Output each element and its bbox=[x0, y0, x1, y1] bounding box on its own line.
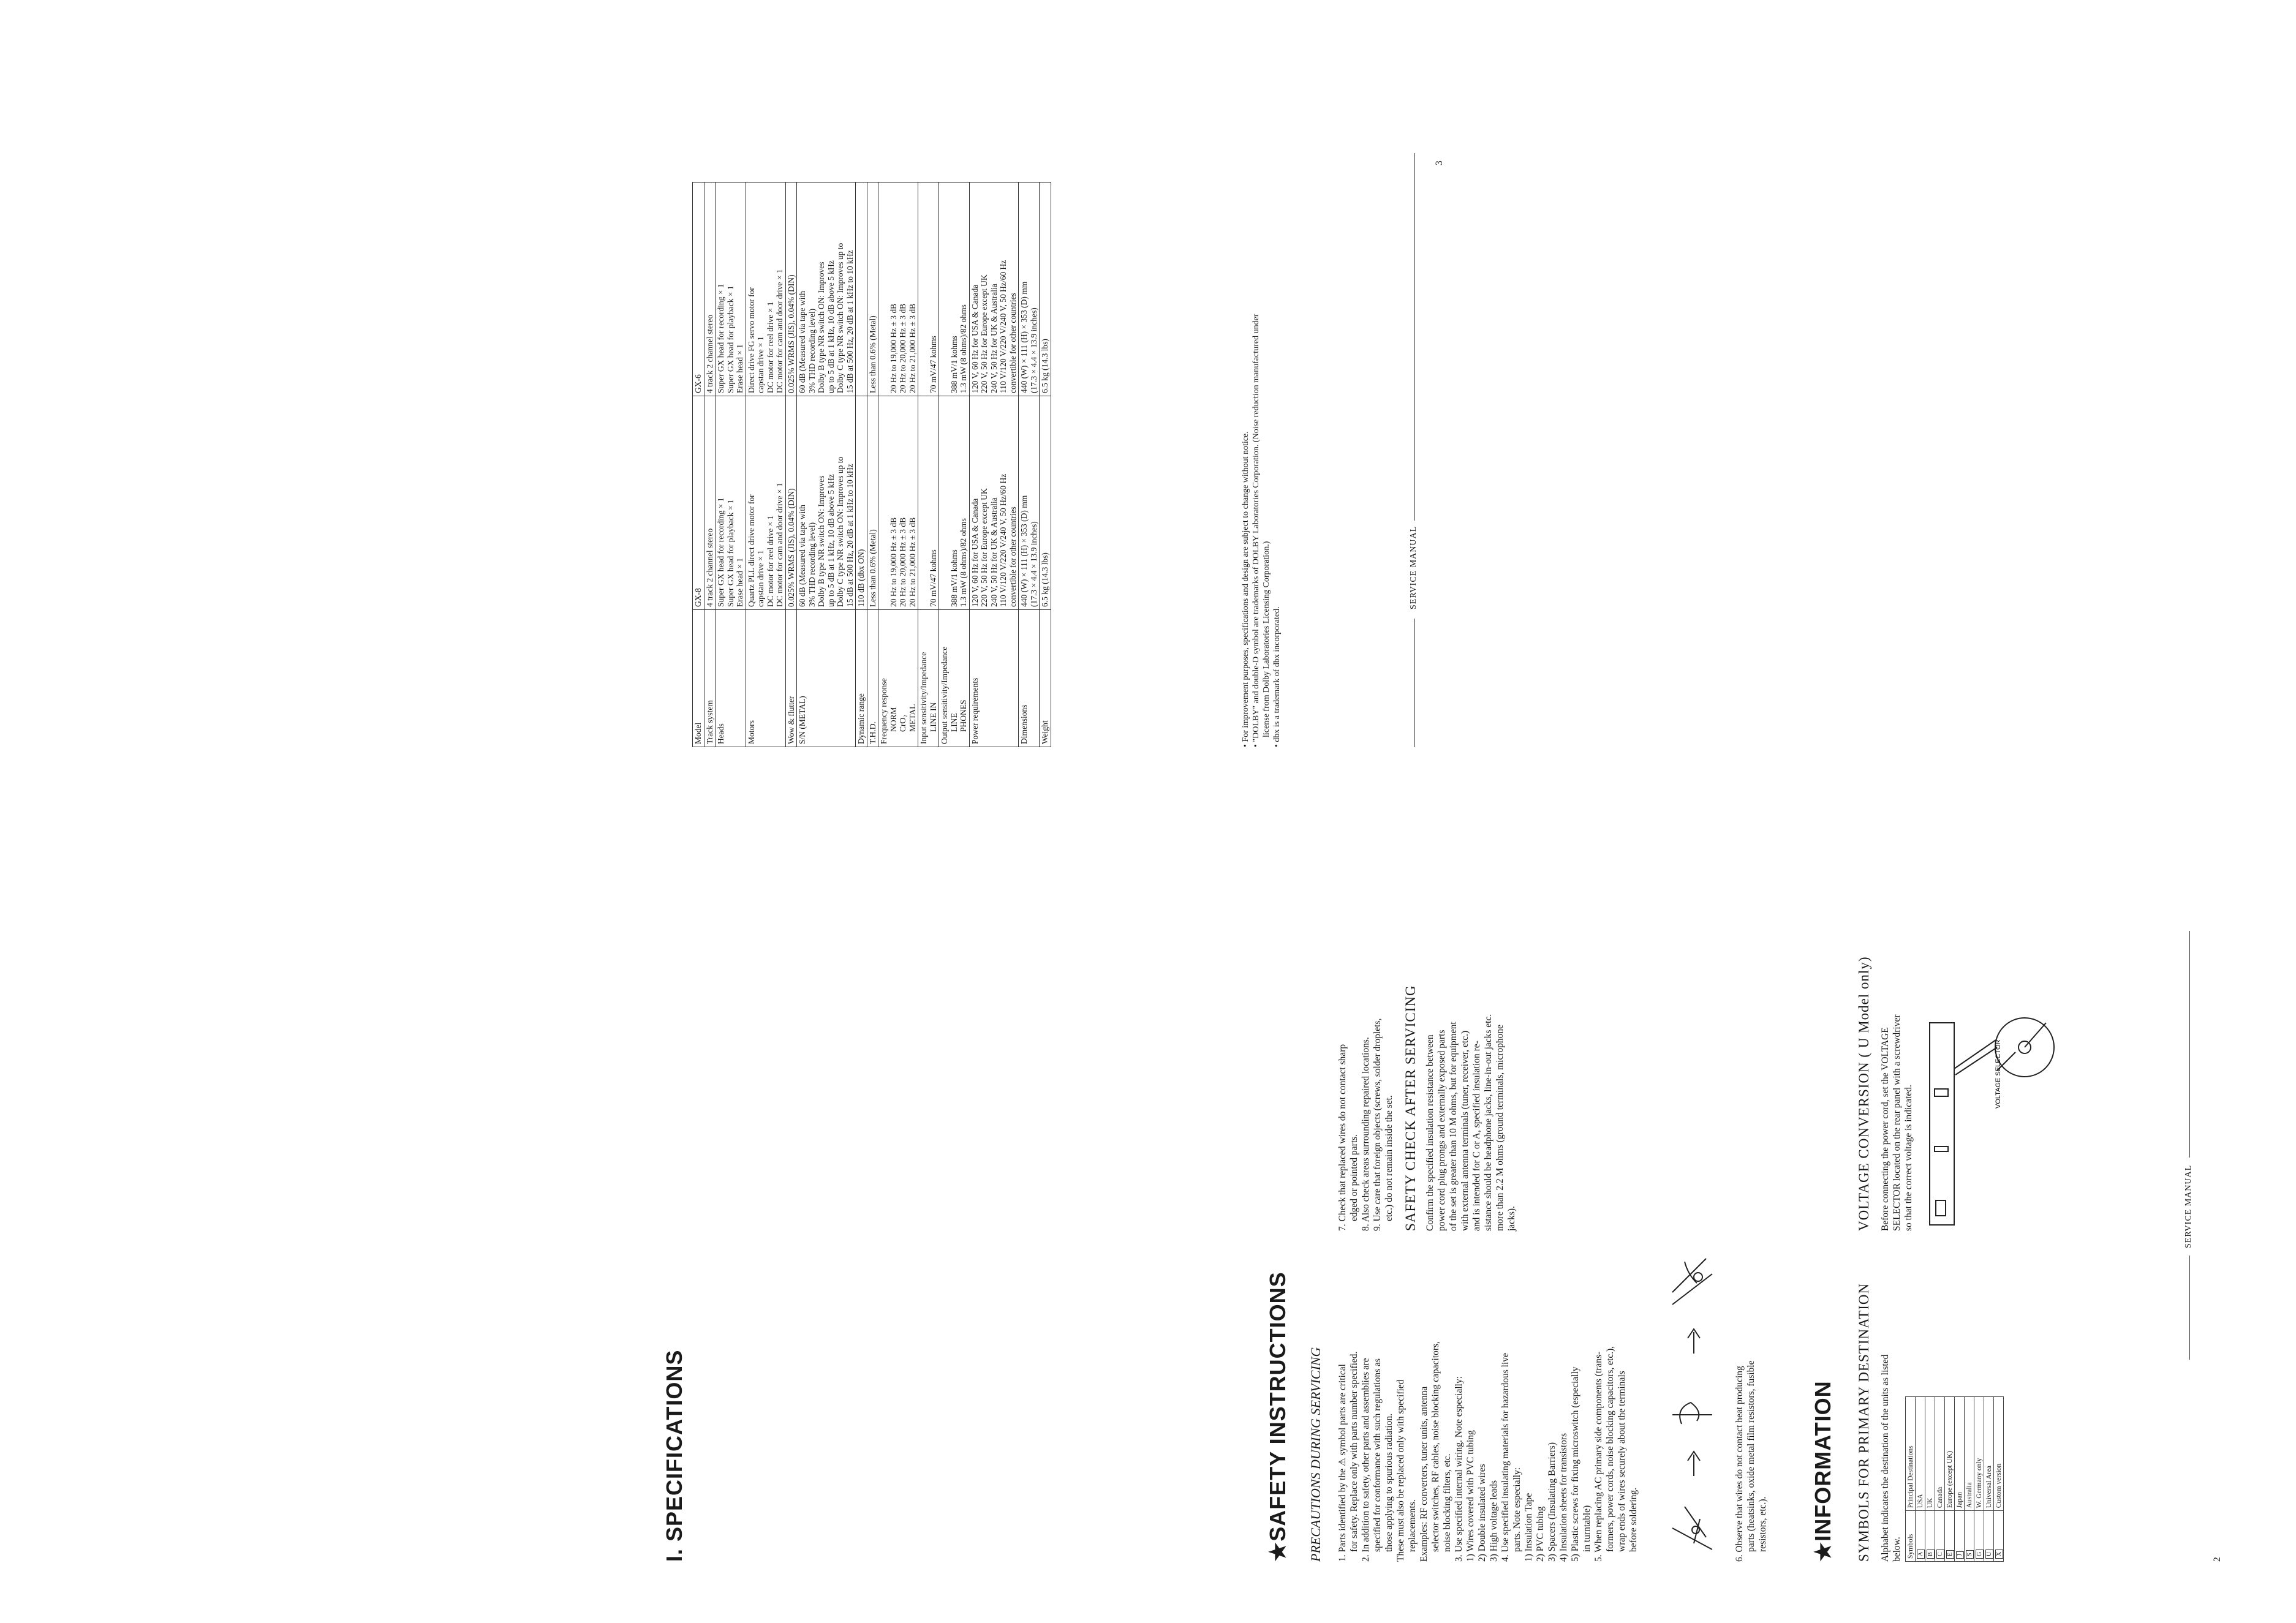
spec-cell-line: 440 (W) × 111 (H) × 353 (D) mm bbox=[1019, 281, 1029, 393]
precaution-6 bbox=[1734, 1243, 1769, 1562]
spec-cell-line: Dimensions bbox=[1019, 704, 1029, 744]
text-line: 4. Use specified insulating materials for hazardous live bbox=[1500, 1353, 1511, 1562]
text-line: so that the correct voltage is indicated. bbox=[1903, 1085, 1914, 1231]
specifications-table bbox=[692, 182, 1051, 747]
spec-cell-line: up to 5 dB at 1 kHz, 10 dB above 5 kHz bbox=[826, 474, 836, 607]
spec-cell-line: 60 dB (Measured via tape with bbox=[798, 291, 807, 393]
spec-cell-label bbox=[856, 610, 867, 747]
safety-check-heading: SAFETY CHECK AFTER SERVICING bbox=[1403, 985, 1418, 1231]
table-row bbox=[797, 183, 856, 747]
symbol-badge: C bbox=[1936, 1550, 1944, 1559]
spec-cell-line: 388 mV/1 kohms bbox=[949, 549, 959, 607]
table-row bbox=[1984, 1397, 1994, 1562]
spec-cell-line: Less than 0.6% (Metal) bbox=[867, 529, 877, 607]
precautions-column-2 bbox=[1337, 900, 1395, 1231]
text-line: SELECTOR located on the rear panel with a screwdriver bbox=[1892, 1014, 1902, 1231]
spec-cell-gx6 bbox=[716, 183, 746, 396]
table-row bbox=[1994, 1397, 2004, 1562]
right-footer: SERVICE MANUAL bbox=[1409, 525, 1418, 609]
precautions-list bbox=[1337, 1243, 1639, 1562]
spec-cell-label bbox=[867, 610, 878, 747]
symbols-header-cell: Symbols bbox=[1906, 1511, 1916, 1562]
spec-cell-line: Output sensitivity/Impedance bbox=[940, 646, 949, 744]
symbols-heading: SYMBOLS FOR PRIMARY DESTINATION bbox=[1856, 1282, 1871, 1562]
spec-cell-line: Wow & flutter bbox=[786, 696, 796, 744]
text-line: • For improvement purposes, specifications and design are subject to change without notice. bbox=[1241, 431, 1250, 747]
table-row bbox=[1040, 183, 1051, 747]
spec-cell-line bbox=[879, 399, 889, 607]
spec-cell-line: Erase head × 1 bbox=[735, 344, 744, 393]
text-line: and is intended for C or A, specified insulation re- bbox=[1471, 1041, 1482, 1231]
text-line: resistors, etc.). bbox=[1758, 1496, 1768, 1552]
spec-cell-label bbox=[785, 610, 797, 747]
spec-cell-label bbox=[878, 610, 918, 747]
table-row bbox=[878, 183, 918, 747]
table-row bbox=[867, 183, 878, 747]
symbol-badge: U bbox=[1985, 1550, 1993, 1559]
text-line: power cord plug prongs and externally exposed parts bbox=[1437, 1030, 1447, 1231]
spec-cell-line bbox=[940, 185, 950, 393]
spec-cell-line: Dolby C type NR switch ON: Improves up to bbox=[836, 456, 845, 607]
spec-cell-line: 20 Hz to 21,000 Hz ± 3 dB bbox=[907, 517, 917, 607]
right-footer-rule-right bbox=[1414, 153, 1415, 521]
spec-cell-line: 4 track 2 channel stereo bbox=[704, 528, 714, 607]
spec-cell-line: convertible for other countries bbox=[1008, 506, 1018, 607]
destination-cell: Universal Area bbox=[1984, 1397, 1994, 1511]
spec-cell-line bbox=[856, 185, 866, 393]
table-row bbox=[1965, 1397, 1974, 1562]
information-title: ★INFORMATION bbox=[1810, 1380, 1835, 1562]
table-row bbox=[969, 183, 1019, 747]
spec-cell-line: 20 Hz to 21,000 Hz ± 3 dB bbox=[907, 303, 917, 393]
symbol-badge: S bbox=[1966, 1550, 1974, 1559]
destination-cell: Australia bbox=[1965, 1397, 1974, 1511]
text-line: 1) Wires covered with PVC tubing bbox=[1465, 1430, 1476, 1562]
spec-cell-line: 110 V/120 V/220 V/240 V, 50 Hz/60 Hz bbox=[999, 473, 1008, 607]
spec-cell-label bbox=[939, 610, 970, 747]
table-row bbox=[918, 183, 939, 747]
spec-cell-label bbox=[746, 610, 785, 747]
spec-cell-line: 6.5 kg (14.3 lbs) bbox=[1040, 552, 1049, 607]
spec-cell-line: up to 5 dB at 1 kHz, 10 dB above 5 kHz bbox=[826, 260, 836, 393]
voltage-selector-figure bbox=[1917, 1011, 2077, 1231]
spec-cell-gx8 bbox=[797, 396, 856, 610]
text-line: 2) PVC tubing bbox=[1535, 1506, 1546, 1562]
spec-cell-label bbox=[918, 610, 939, 747]
table-row bbox=[1945, 1397, 1955, 1562]
text-line: 6. Observe that wires do not contact heat producing bbox=[1734, 1366, 1745, 1562]
text-line: 3) Spacers (Insulating Barriers) bbox=[1547, 1442, 1557, 1562]
text-line: 9. Use care that foreign objects (screws, solder droplets, bbox=[1372, 1018, 1383, 1231]
spec-cell-line: DC motor for cam and door drive × 1 bbox=[775, 483, 784, 607]
right-page-number: 3 bbox=[1434, 160, 1444, 165]
spec-cell-gx8 bbox=[867, 396, 878, 610]
text-line: etc.) do not remain inside the set. bbox=[1384, 1095, 1394, 1221]
spec-cell-gx8 bbox=[1019, 396, 1040, 610]
spec-cell-gx8 bbox=[969, 396, 1019, 610]
spec-header-cell: GX-8 bbox=[693, 396, 704, 610]
safety-check-text bbox=[1424, 900, 1517, 1231]
spec-cell-line: LINE IN bbox=[928, 702, 938, 732]
spec-cell-line: convertible for other countries bbox=[1008, 293, 1018, 393]
spec-cell-line: Frequency response bbox=[879, 678, 888, 744]
symbol-badge: A bbox=[1917, 1550, 1925, 1559]
text-line: sistance should be headphone jacks, line-in-out jacks etc. bbox=[1483, 1014, 1494, 1231]
spec-cell-gx6 bbox=[867, 183, 878, 396]
spec-cell-line: Motors bbox=[746, 720, 756, 744]
spec-cell-line: 60 dB (Measured via tape with bbox=[798, 505, 807, 607]
symbol-badge: G bbox=[1976, 1550, 1984, 1559]
text-line: for safety. Replace only with parts number specified. bbox=[1349, 1351, 1359, 1552]
spec-cell-line: 0.025% WRMS (JIS), 0.04% (DIN) bbox=[786, 488, 796, 607]
text-line: 3. Use specified internal wiring. Note especially: bbox=[1454, 1376, 1464, 1562]
table-row bbox=[785, 183, 797, 747]
spec-cell-line: 1.3 mW (8 ohms)/82 ohms bbox=[959, 304, 968, 393]
table-row bbox=[1955, 1397, 1965, 1562]
spec-cell-line: 1.3 mW (8 ohms)/82 ohms bbox=[959, 518, 968, 607]
spec-cell-line: 110 V/120 V/220 V/240 V, 50 Hz/60 Hz bbox=[999, 260, 1008, 393]
symbol-badge: E bbox=[1946, 1550, 1954, 1559]
spec-cell-line: (17.3 × 4.4 × 13.9 inches) bbox=[1029, 307, 1038, 393]
text-line: 3) High voltage leads bbox=[1489, 1480, 1499, 1562]
text-line: 1) Insulation Tape bbox=[1524, 1493, 1534, 1562]
text-line: noise blocking filters, etc. bbox=[1442, 1453, 1452, 1552]
symbol-badge: J bbox=[1956, 1551, 1964, 1559]
text-line: selector switches, RF cables, noise blocking capacitors, bbox=[1430, 1341, 1441, 1552]
spec-cell-line bbox=[919, 399, 929, 607]
spec-cell-line: 120 V, 60 Hz for USA & Canada bbox=[970, 284, 980, 393]
spec-cell-line: NORM bbox=[888, 707, 898, 732]
text-line: with external antenna terminals (tuner, receiver, etc.) bbox=[1460, 1030, 1470, 1231]
spec-cell-line bbox=[879, 185, 889, 393]
spec-cell-line: 15 dB at 500 Hz, 20 dB at 1 kHz to 10 kHz bbox=[845, 250, 855, 393]
spec-cell-gx8 bbox=[746, 396, 785, 610]
text-line: replacements. bbox=[1407, 1499, 1418, 1552]
spec-cell-gx6 bbox=[797, 183, 856, 396]
text-line: edged or pointed parts. bbox=[1349, 1134, 1359, 1221]
destination-cell: Europe (except UK) bbox=[1945, 1397, 1955, 1511]
text-line: below. bbox=[1892, 1537, 1902, 1562]
spec-header-cell: Model bbox=[693, 610, 704, 747]
spec-cell-gx6 bbox=[785, 183, 797, 396]
voltage-text bbox=[1879, 900, 1914, 1231]
spec-cell-line: Power requirements bbox=[970, 677, 980, 744]
symbol-cell bbox=[1916, 1511, 1925, 1562]
table-row bbox=[1916, 1397, 1925, 1562]
text-line: These must also be replaced only with specified bbox=[1395, 1379, 1406, 1562]
spec-cell-line bbox=[919, 185, 929, 393]
destination-cell: UK bbox=[1925, 1397, 1935, 1511]
text-line: Before connecting the power cord, set the VOLTAGE bbox=[1880, 1027, 1890, 1231]
spec-cell-line: 220 V, 50 Hz for Europe except UK bbox=[980, 488, 989, 607]
spec-cell-line: 110 dB (dbx ON) bbox=[856, 549, 866, 607]
spec-cell-line: Dynamic range bbox=[856, 693, 866, 744]
text-line: in turntable) bbox=[1582, 1505, 1592, 1552]
spec-cell-line: METAL bbox=[907, 704, 917, 732]
spec-cell-line: PHONES bbox=[959, 699, 968, 732]
text-line: formers, power cords, noise blocking capacitors, etc.), bbox=[1605, 1346, 1615, 1552]
text-line: those applying to spurious radiation. bbox=[1384, 1413, 1394, 1552]
spec-cell-gx6 bbox=[856, 183, 867, 396]
spec-cell-gx8 bbox=[1040, 396, 1051, 610]
spec-cell-gx8 bbox=[856, 396, 867, 610]
spec-cell-line: LINE bbox=[949, 713, 959, 732]
spec-cell-line: Dolby C type NR switch ON: Improves up to bbox=[836, 243, 845, 393]
spec-header-cell: GX-6 bbox=[693, 183, 704, 396]
spec-cell-line: T.H.D. bbox=[867, 721, 877, 744]
table-row bbox=[1974, 1397, 1984, 1562]
text-line: Alphabet indicates the destination of the units as listed bbox=[1880, 1354, 1890, 1562]
destination-cell: Custom version bbox=[1994, 1397, 2004, 1511]
spec-cell-line: 20 Hz to 20,000 Hz ± 3 dB bbox=[898, 303, 907, 393]
symbol-cell bbox=[1945, 1511, 1955, 1562]
spec-cell-line: capstan drive × 1 bbox=[756, 336, 765, 393]
symbols-text bbox=[1879, 1243, 1903, 1562]
table-row bbox=[1935, 1397, 1945, 1562]
spec-cell-gx6 bbox=[704, 183, 716, 396]
spec-cell-line: CrO₂ bbox=[898, 715, 907, 732]
symbol-badge: X bbox=[1995, 1550, 2003, 1559]
spec-cell-line: Super GX head for playback × 1 bbox=[725, 285, 735, 393]
spec-cell-line: 240 V, 50 Hz for UK & Australia bbox=[989, 284, 999, 393]
table-row bbox=[716, 183, 746, 747]
spec-cell-label bbox=[969, 610, 1019, 747]
spec-cell-gx6 bbox=[1019, 183, 1040, 396]
symbol-badge: B bbox=[1927, 1550, 1935, 1559]
voltage-heading: VOLTAGE CONVERSION ( U Model only) bbox=[1856, 956, 1871, 1231]
spec-cell-label bbox=[797, 610, 856, 747]
text-line: 5. When replacing AC primary side components (trans- bbox=[1593, 1351, 1604, 1562]
spec-cell-line: Quartz PLL direct drive motor for bbox=[746, 494, 756, 607]
spec-cell-line: 440 (W) × 111 (H) × 353 (D) mm bbox=[1019, 495, 1029, 607]
spec-cell-line: Dolby B type NR switch ON: Improves bbox=[817, 262, 826, 393]
spec-cell-line: 0.025% WRMS (JIS), 0.04% (DIN) bbox=[786, 274, 796, 393]
spec-cell-label bbox=[1040, 610, 1051, 747]
spec-cell-line: 120 V, 60 Hz for USA & Canada bbox=[970, 498, 980, 607]
table-row bbox=[1925, 1397, 1935, 1562]
right-footer-rule-left bbox=[1414, 619, 1415, 747]
spec-notes bbox=[1241, 314, 1282, 747]
spec-cell-gx8 bbox=[785, 396, 797, 610]
text-line: 7. Check that replaced wires do not contact sharp bbox=[1337, 1044, 1348, 1231]
table-row bbox=[1019, 183, 1040, 747]
spec-cell-gx6 bbox=[918, 183, 939, 396]
symbol-cell bbox=[1925, 1511, 1935, 1562]
symbol-cell bbox=[1965, 1511, 1974, 1562]
table-row bbox=[939, 183, 970, 747]
symbol-cell bbox=[1974, 1511, 1984, 1562]
left-footer: SERVICE MANUAL bbox=[2184, 1164, 2193, 1248]
spec-cell-line: Weight bbox=[1040, 720, 1049, 744]
destination-cell: Japan bbox=[1955, 1397, 1965, 1511]
spec-cell-line: 70 mV/47 kohms bbox=[928, 336, 938, 393]
text-line: specified for conformance with such regulations as bbox=[1372, 1358, 1383, 1552]
symbol-cell bbox=[1984, 1511, 1994, 1562]
spec-cell-line: 388 mV/1 kohms bbox=[949, 336, 959, 393]
spec-cell-line bbox=[940, 399, 950, 607]
spec-cell-gx8 bbox=[716, 396, 746, 610]
spec-cell-gx6 bbox=[746, 183, 785, 396]
spec-cell-line: Super GX head for recording × 1 bbox=[716, 284, 725, 393]
spec-cell-gx6 bbox=[939, 183, 970, 396]
safety-title: ★SAFETY INSTRUCTIONS bbox=[1265, 1271, 1290, 1562]
spec-cell-line: S/N (METAL) bbox=[798, 696, 807, 744]
table-row bbox=[704, 183, 716, 747]
text-line: • dbx is a trademark of dbx incorporated. bbox=[1272, 606, 1282, 747]
spec-cell-gx8 bbox=[704, 396, 716, 610]
text-line: 8. Also check areas surrounding repaired locations. bbox=[1361, 1037, 1371, 1231]
destination-cell: USA bbox=[1916, 1397, 1925, 1511]
spec-cell-line: 20 Hz to 19,000 Hz ± 3 dB bbox=[888, 303, 898, 393]
spec-cell-line: 15 dB at 500 Hz, 20 dB at 1 kHz to 10 kHz bbox=[845, 464, 855, 607]
spec-cell-line: 20 Hz to 19,000 Hz ± 3 dB bbox=[888, 517, 898, 607]
spec-cell-gx8 bbox=[939, 396, 970, 610]
text-line: parts. Note especially: bbox=[1512, 1467, 1522, 1552]
spec-cell-gx6 bbox=[969, 183, 1019, 396]
text-line: Confirm the specified insulation resistance between bbox=[1425, 1034, 1435, 1231]
spec-cell-gx6 bbox=[878, 183, 918, 396]
symbol-cell bbox=[1994, 1511, 2004, 1562]
text-line: Examples: RF converters, tuner units, antenna bbox=[1419, 1386, 1429, 1562]
text-line: more than 2.2 M ohms (ground terminals, microphone bbox=[1495, 1024, 1505, 1231]
spec-cell-line: capstan drive × 1 bbox=[756, 550, 765, 607]
spec-cell-line: Track system bbox=[704, 700, 714, 744]
text-line: parts (heatsinks, oxide metal film resistors, fusible bbox=[1746, 1360, 1756, 1552]
text-line: 2. In addition to safety, other parts and assemblies are bbox=[1361, 1358, 1371, 1562]
spec-cell-line: 240 V, 50 Hz for UK & Australia bbox=[989, 497, 999, 607]
spec-cell-line: Direct drive FG servo motor for bbox=[746, 287, 756, 393]
spec-cell-line: 3% THD recording level) bbox=[807, 522, 817, 607]
text-line: of the set is greater than 10 M ohms, but for equipment bbox=[1448, 1022, 1459, 1231]
specifications-title: I. SPECIFICATIONS bbox=[662, 1349, 687, 1562]
text-line: wrap ends of wires securely about the terminals bbox=[1617, 1371, 1627, 1552]
spec-cell-gx8 bbox=[918, 396, 939, 610]
text-line: 5) Plastic screws for fixing microswitch (especially bbox=[1570, 1366, 1580, 1562]
symbols-header-cell: Principal Destinations bbox=[1906, 1397, 1916, 1511]
symbol-cell bbox=[1935, 1511, 1945, 1562]
text-line: 4) Insulation sheets for transistors bbox=[1558, 1433, 1569, 1562]
spec-cell-line: DC motor for cam and door drive × 1 bbox=[775, 269, 784, 393]
text-line: license from Dolby Laboratories Licensing Corporation.) bbox=[1262, 541, 1271, 737]
text-line: • "DOLBY" and double-D symbol are trademarks of DOLBY Laboratories Corporation. (Noise reduction manufactured under bbox=[1252, 314, 1261, 747]
spec-cell-gx8 bbox=[878, 396, 918, 610]
spec-cell-line: Super GX head for recording × 1 bbox=[716, 497, 725, 607]
text-line: 2) Double insulated wires bbox=[1477, 1464, 1487, 1562]
text-line: before soldering. bbox=[1628, 1487, 1639, 1552]
spec-cell-line: 4 track 2 channel stereo bbox=[704, 314, 714, 393]
spec-cell-gx6 bbox=[1040, 183, 1051, 396]
table-row bbox=[746, 183, 785, 747]
spec-cell-line: Less than 0.6% (Metal) bbox=[867, 315, 877, 393]
destination-cell: W. Germany only bbox=[1974, 1397, 1984, 1511]
spec-cell-line: Input sensitivity/Impedance bbox=[919, 652, 928, 744]
left-page-number: 2 bbox=[2212, 1557, 2222, 1562]
voltage-selector-label: VOLTAGE SELECTOR bbox=[1995, 1039, 2002, 1109]
symbol-cell bbox=[1955, 1511, 1965, 1562]
spec-cell-line: DC motor for reel drive × 1 bbox=[765, 301, 775, 393]
spec-cell-line: 70 mV/47 kohms bbox=[928, 549, 938, 607]
spec-cell-label bbox=[704, 610, 716, 747]
text-line: 1. Parts identified by the ⚠ symbol parts are critical bbox=[1337, 1364, 1348, 1562]
spec-cell-line: Erase head × 1 bbox=[735, 558, 744, 607]
table-row bbox=[856, 183, 867, 747]
spec-cell-label bbox=[716, 610, 746, 747]
spec-cell-line: Heads bbox=[716, 723, 725, 744]
left-footer-rule-left bbox=[2184, 1256, 2190, 1360]
text-line: jacks). bbox=[1506, 1206, 1517, 1231]
spec-cell-line: (17.3 × 4.4 × 13.9 inches) bbox=[1029, 521, 1038, 607]
spec-cell-line: Super GX head for playback × 1 bbox=[725, 499, 735, 607]
spec-cell-label bbox=[1019, 610, 1040, 747]
spec-cell-line: 220 V, 50 Hz for Europe except UK bbox=[980, 274, 989, 393]
spec-cell-line: 6.5 kg (14.3 lbs) bbox=[1040, 339, 1049, 393]
wire-figure bbox=[1654, 1237, 1728, 1562]
spec-cell-line: 3% THD recording level) bbox=[807, 308, 817, 393]
spec-cell-line: 20 Hz to 20,000 Hz ± 3 dB bbox=[898, 517, 907, 607]
symbols-table bbox=[1905, 1396, 2004, 1562]
left-footer-rule-right bbox=[2189, 931, 2190, 1158]
spec-cell-line: DC motor for reel drive × 1 bbox=[765, 515, 775, 607]
destination-cell: Canada bbox=[1935, 1397, 1945, 1511]
spec-cell-line: Dolby B type NR switch ON: Improves bbox=[817, 475, 826, 607]
precautions-heading: PRECAUTIONS DURING SERVICING bbox=[1308, 1347, 1323, 1562]
